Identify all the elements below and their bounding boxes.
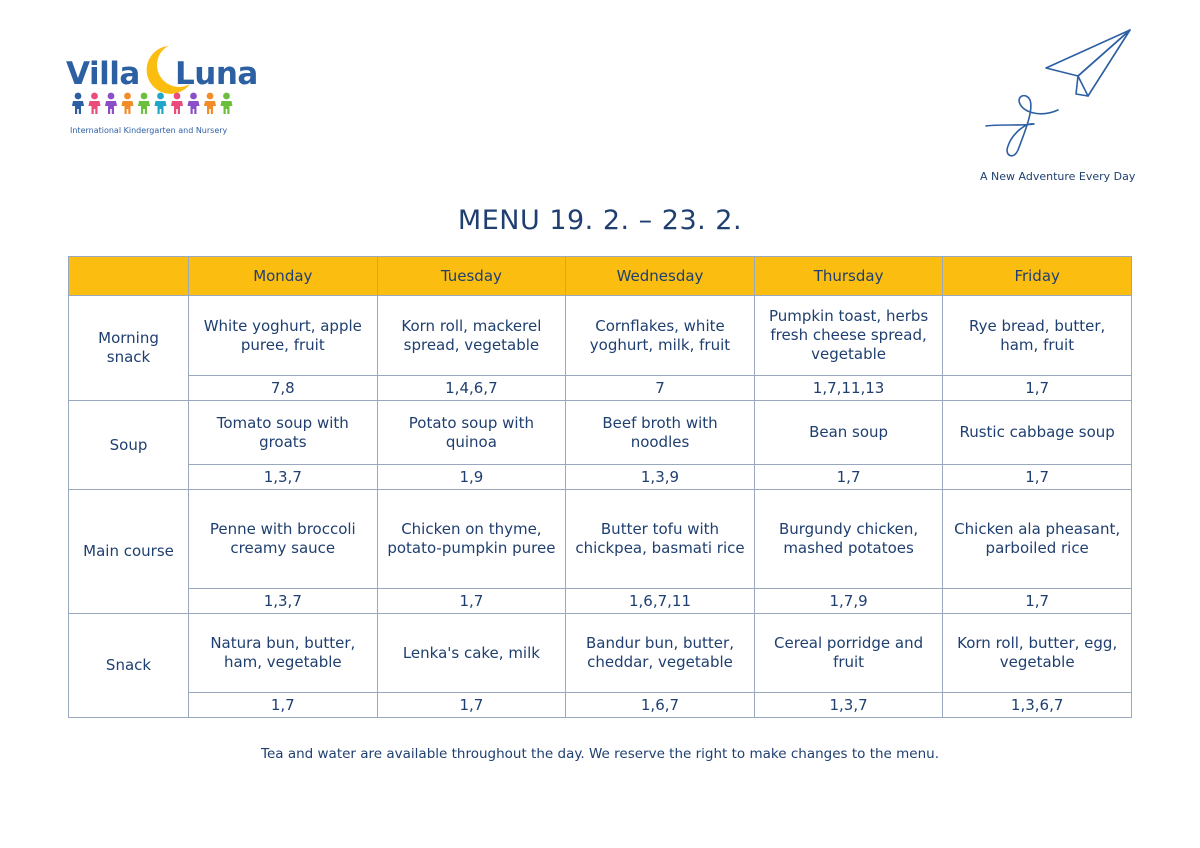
dish-cell: Chicken on thyme, potato-pumpkin puree [377,490,566,589]
meal-label: Main course [69,490,189,614]
allergen-cell: 1,9 [377,465,566,490]
child-figure [188,93,200,114]
dish-cell: Butter tofu with chickpea, basmati rice [566,490,755,589]
child-figure [171,93,183,114]
allergen-cell: 1,3,9 [566,465,755,490]
allergen-cell: 1,7 [189,693,378,718]
allergen-cell: 1,3,7 [189,589,378,614]
logo-text-luna: Luna [175,56,258,92]
menu-title: MENU 19. 2. – 23. 2. [457,205,743,236]
table-row [69,490,1132,589]
allergen-cell: 1,6,7,11 [566,589,755,614]
allergen-cell: 7,8 [189,376,378,401]
header-day: Wednesday [566,257,755,296]
allergen-cell: 7 [566,376,755,401]
allergen-cell: 1,7 [943,376,1132,401]
dish-cell: Potato soup with quinoa [377,401,566,465]
dish-cell: Natura bun, butter, ham, vegetable [189,614,378,693]
dish-cell: Cornflakes, white yoghurt, milk, fruit [566,296,755,376]
table-row [69,296,1132,376]
dish-cell: Rustic cabbage soup [943,401,1132,465]
paper-plane-icon [980,26,1140,161]
allergen-row [69,376,1132,401]
allergen-cell: 1,3,6,7 [943,693,1132,718]
allergen-cell: 1,7 [943,589,1132,614]
child-figure [221,93,233,114]
allergen-row [69,589,1132,614]
table-row [69,614,1132,693]
weekly-menu-table [68,256,1132,718]
allergen-cell: 1,7 [754,465,943,490]
allergen-cell: 1,3,7 [754,693,943,718]
meal-label: Morning snack [69,296,189,401]
child-figure [138,93,150,114]
dish-cell: Rye bread, butter, ham, fruit [943,296,1132,376]
allergen-cell: 1,7 [943,465,1132,490]
table-header-row [69,257,1132,296]
slogan: A New Adventure Every Day [980,170,1136,183]
dish-cell: Korn roll, butter, egg, vegetable [943,614,1132,693]
dish-cell: Bean soup [754,401,943,465]
meal-label: Soup [69,401,189,490]
child-figure [89,93,101,114]
dish-cell: Penne with broccoli creamy sauce [189,490,378,589]
logo-text-villa: Villa [66,56,140,92]
dish-cell: Beef broth with noodles [566,401,755,465]
allergen-row [69,465,1132,490]
header-day: Tuesday [377,257,566,296]
allergen-row [69,693,1132,718]
table-row [69,401,1132,465]
dish-cell: White yoghurt, apple puree, fruit [189,296,378,376]
header-day: Thursday [754,257,943,296]
dish-cell: Lenka's cake, milk [377,614,566,693]
dish-cell: Cereal porridge and fruit [754,614,943,693]
child-figure [155,93,167,114]
allergen-cell: 1,7 [377,693,566,718]
dish-cell: Burgundy chicken, mashed potatoes [754,490,943,589]
header-day: Monday [189,257,378,296]
brand-logo [64,44,258,144]
allergen-cell: 1,3,7 [189,465,378,490]
allergen-cell: 1,6,7 [566,693,755,718]
dish-cell: Bandur bun, butter, cheddar, vegetable [566,614,755,693]
child-figure [204,93,216,114]
allergen-cell: 1,7,9 [754,589,943,614]
dish-cell: Chicken ala pheasant, parboiled rice [943,490,1132,589]
logo-tagline: International Kindergarten and Nursery [70,126,228,135]
allergen-cell: 1,7 [377,589,566,614]
child-figure [105,93,117,114]
dish-cell: Korn roll, mackerel spread, vegetable [377,296,566,376]
header-day: Friday [943,257,1132,296]
header-corner [69,257,189,296]
meal-label: Snack [69,614,189,718]
child-figure [72,93,84,114]
child-figure [122,93,134,114]
dish-cell: Pumpkin toast, herbs fresh cheese spread, vegetable [754,296,943,376]
dish-cell: Tomato soup with groats [189,401,378,465]
allergen-cell: 1,4,6,7 [377,376,566,401]
allergen-cell: 1,7,11,13 [754,376,943,401]
children-figures-icon [70,92,240,118]
footer-note: Tea and water are available throughout the day. We reserve the right to make changes to the menu. [261,746,939,762]
